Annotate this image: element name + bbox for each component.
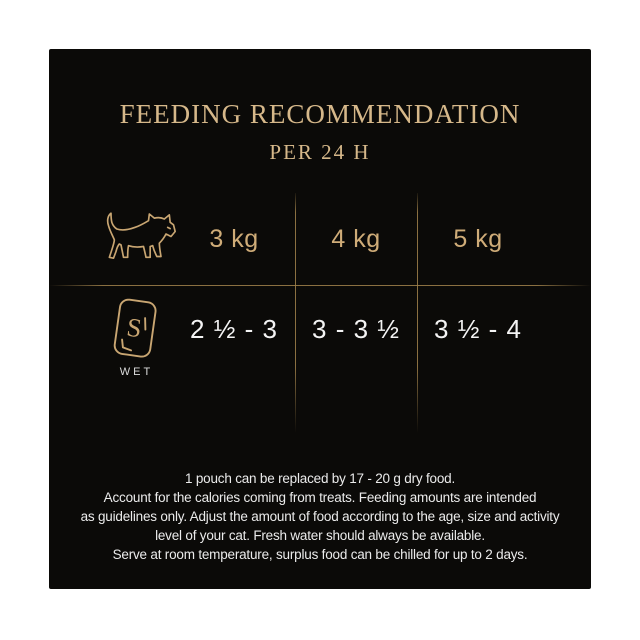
feeding-note-line: 1 pouch can be replaced by 17 - 20 g dry food. (185, 471, 455, 486)
wet-amount-5kg: 3 ½ - 4 (434, 313, 522, 344)
weight-header-4kg: 4 kg (331, 224, 381, 253)
feeding-note-line: Account for the calories coming from treats. Feeding amounts are intended (103, 490, 537, 505)
feeding-note-line: level of your cat. Fresh water should always be available. (155, 528, 485, 543)
pouch-icon (106, 293, 164, 378)
feeding-note-line: Serve at room temperature, surplus food can be chilled for up to 2 days. (112, 547, 528, 562)
feeding-recommendation-panel (49, 49, 591, 589)
title-block (49, 97, 591, 165)
wet-amount-4kg: 3 - 3 ½ (312, 313, 400, 344)
page-title: FEEDING RECOMMENDATION (119, 99, 521, 129)
cat-icon (100, 209, 182, 269)
feeding-note-line: as guidelines only. Adjust the amount of food according to the age, size and activity (80, 509, 560, 524)
feeding-table (49, 193, 539, 385)
wet-label: WET (119, 365, 154, 378)
pouch-letter: S (124, 311, 144, 343)
table-cell-cat (49, 193, 173, 285)
feeding-notes (49, 469, 591, 564)
weight-header-5kg: 5 kg (453, 224, 503, 253)
weight-header-3kg: 3 kg (209, 224, 259, 253)
table-cell-wet (49, 285, 173, 385)
wet-amount-3kg: 2 ½ - 3 (190, 313, 278, 344)
page-subtitle: PER 24 H (269, 140, 371, 164)
